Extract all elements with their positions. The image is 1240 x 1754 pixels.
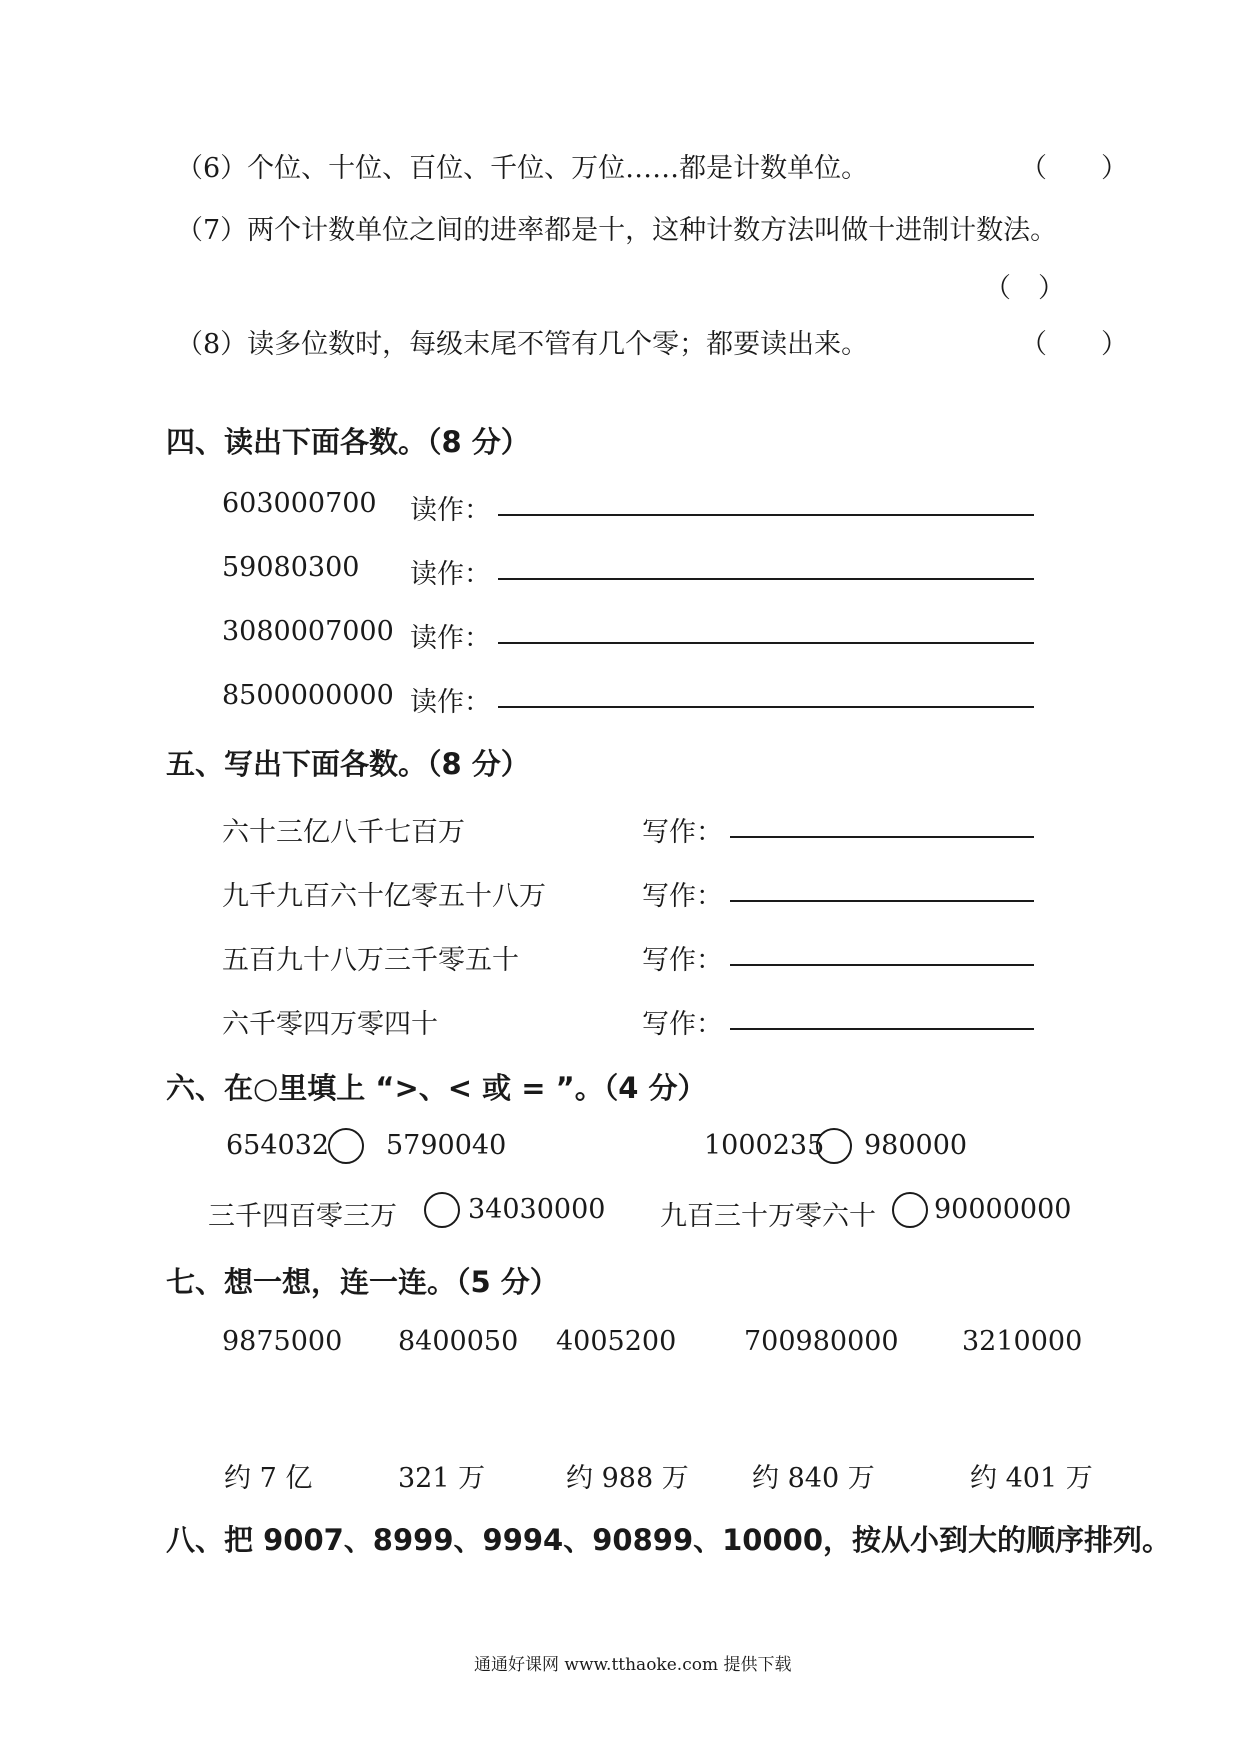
answer-paren-6[interactable]: （ ）	[1020, 153, 1128, 184]
write-answer-line-3[interactable]	[730, 964, 1034, 966]
compare-3-right: 34030000	[468, 1194, 606, 1225]
read-answer-line-4[interactable]	[498, 706, 1034, 708]
match-approx-5[interactable]: 约 401 万	[970, 1463, 1093, 1494]
read-answer-line-3[interactable]	[498, 642, 1034, 644]
match-number-4[interactable]: 700980000	[744, 1326, 899, 1357]
read-answer-line-1[interactable]	[498, 514, 1034, 516]
question-6: （6）个位、十位、百位、千位、万位……都是计数单位。	[176, 153, 869, 184]
read-label-1: 读作：	[410, 495, 491, 526]
section-8-heading: 八、把 9007、8999、9994、90899、10000，按从小到大的顺序排列。	[166, 1523, 1172, 1557]
compare-2-right: 980000	[864, 1130, 968, 1161]
write-words-4: 六千零四万零四十	[222, 1009, 438, 1040]
read-label-3: 读作：	[410, 623, 491, 654]
match-number-1[interactable]: 9875000	[222, 1326, 343, 1357]
compare-2-left: 1000235	[704, 1130, 825, 1161]
answer-paren-7[interactable]: （ ）	[984, 273, 1065, 304]
write-label-3: 写作：	[642, 945, 723, 976]
compare-3-left: 三千四百零三万	[208, 1201, 397, 1232]
write-words-2: 九千九百六十亿零五十八万	[222, 881, 546, 912]
write-answer-line-4[interactable]	[730, 1028, 1034, 1030]
write-label-2: 写作：	[642, 881, 723, 912]
compare-4-right: 90000000	[934, 1194, 1072, 1225]
question-8: （8）读多位数时，每级末尾不管有几个零；都要读出来。	[176, 329, 869, 360]
match-number-2[interactable]: 8400050	[398, 1326, 519, 1357]
match-approx-4[interactable]: 约 840 万	[752, 1463, 875, 1494]
read-label-2: 读作：	[410, 559, 491, 590]
read-number-2: 59080300	[222, 552, 360, 583]
write-label-1: 写作：	[642, 817, 723, 848]
compare-1-right: 5790040	[386, 1130, 507, 1161]
compare-circle-1[interactable]	[328, 1128, 364, 1164]
match-approx-1[interactable]: 约 7 亿	[224, 1463, 313, 1494]
match-approx-2[interactable]: 321 万	[398, 1463, 486, 1494]
section-4-heading: 四、读出下面各数。（8 分）	[166, 425, 530, 459]
write-words-1: 六十三亿八千七百万	[222, 817, 465, 848]
answer-paren-8[interactable]: （ ）	[1020, 329, 1128, 360]
write-answer-line-2[interactable]	[730, 900, 1034, 902]
question-7: （7）两个计数单位之间的进率都是十，这种计数方法叫做十进制计数法。	[176, 215, 1058, 246]
section-7-heading: 七、想一想，连一连。（5 分）	[166, 1265, 559, 1299]
compare-circle-4[interactable]	[892, 1192, 928, 1228]
compare-1-left: 654032	[226, 1130, 330, 1161]
section-5-heading: 五、写出下面各数。（8 分）	[166, 747, 530, 781]
read-label-4: 读作：	[410, 687, 491, 718]
write-label-4: 写作：	[642, 1009, 723, 1040]
compare-circle-3[interactable]	[424, 1192, 460, 1228]
compare-circle-2[interactable]	[816, 1128, 852, 1164]
read-number-4: 8500000000	[222, 680, 394, 711]
section-6-heading: 六、在○里填上 “>、< 或 = ”。（4 分）	[166, 1071, 707, 1105]
write-answer-line-1[interactable]	[730, 836, 1034, 838]
read-number-3: 3080007000	[222, 616, 394, 647]
write-words-3: 五百九十八万三千零五十	[222, 945, 519, 976]
match-number-5[interactable]: 3210000	[962, 1326, 1083, 1357]
match-approx-3[interactable]: 约 988 万	[566, 1463, 689, 1494]
match-number-3[interactable]: 4005200	[556, 1326, 677, 1357]
footer-text: 通通好课网 www.tthaoke.com 提供下载	[474, 1655, 792, 1675]
compare-4-left: 九百三十万零六十	[660, 1201, 876, 1232]
read-answer-line-2[interactable]	[498, 578, 1034, 580]
read-number-1: 603000700	[222, 488, 377, 519]
